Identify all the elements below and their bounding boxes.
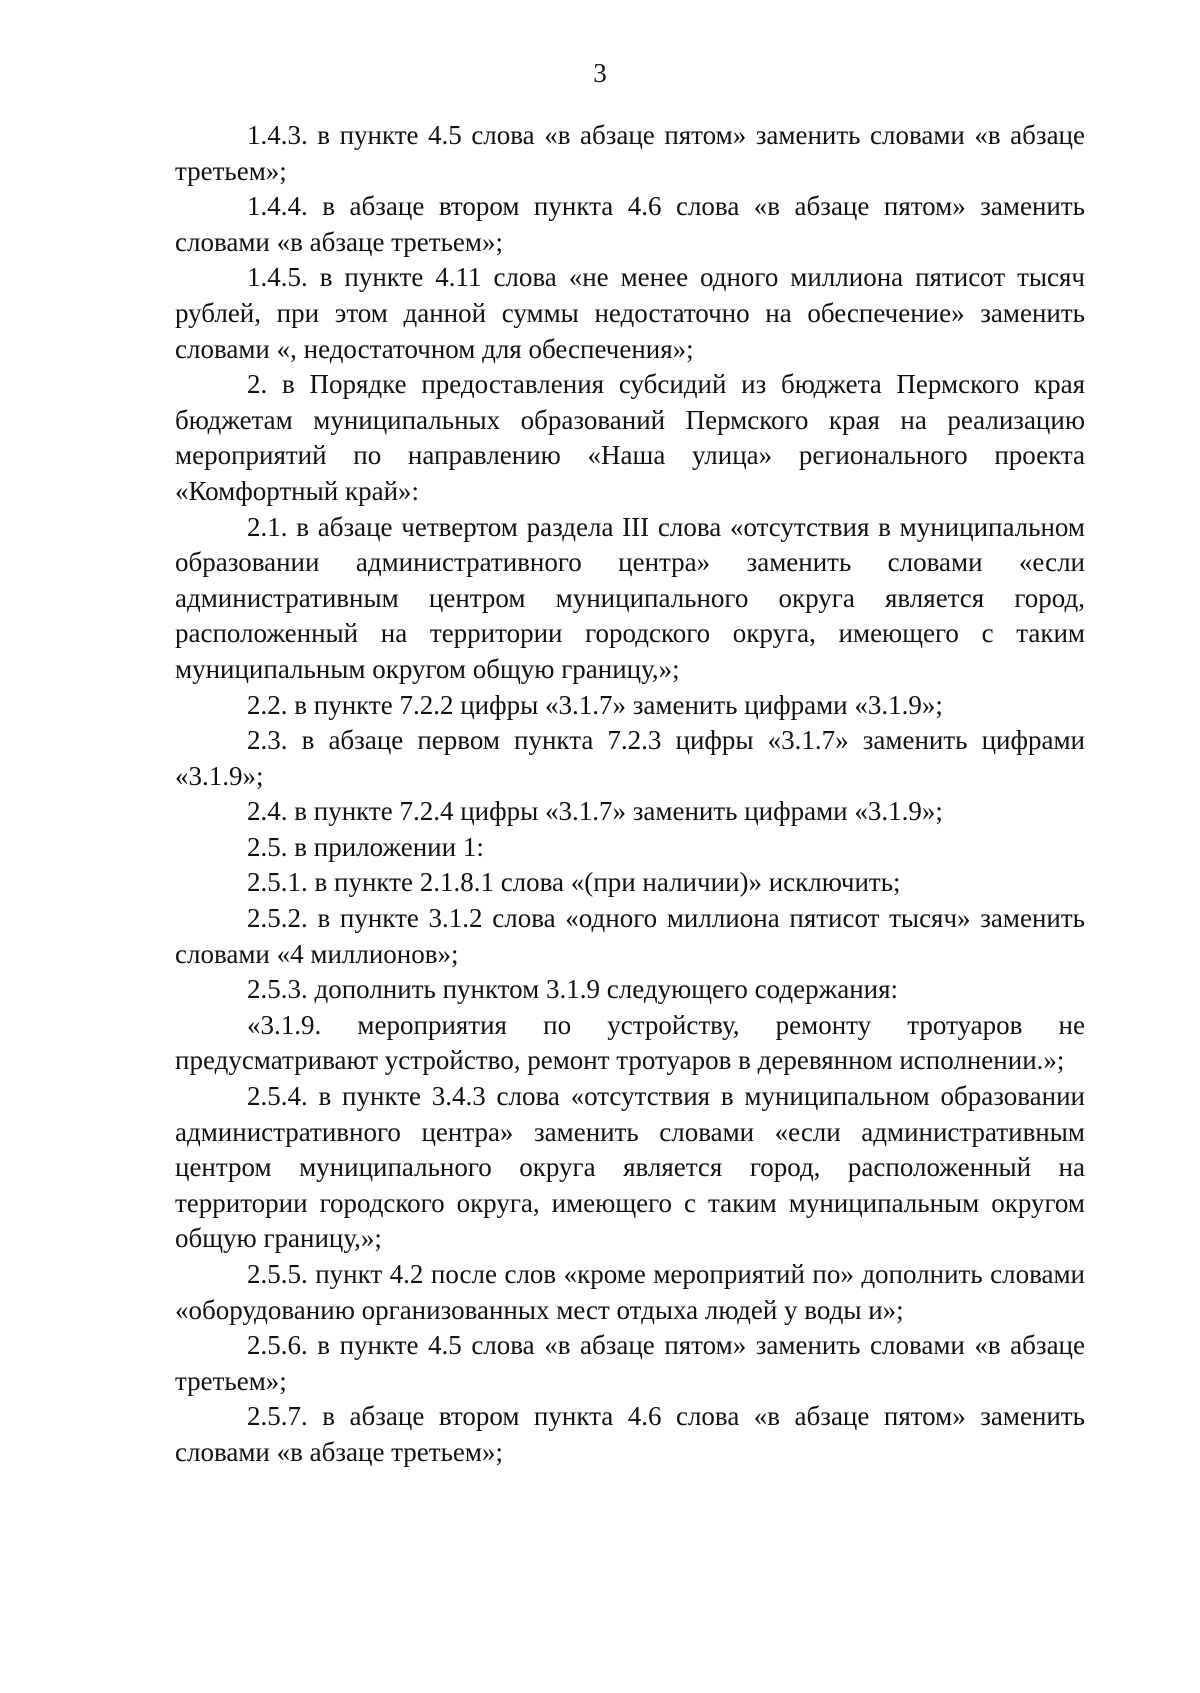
paragraph-2-3: 2.3. в абзаце первом пункта 7.2.3 цифры «3.1.7» заменить цифрами «3.1.9»;: [175, 725, 1085, 791]
paragraph-2-5: 2.5. в приложении 1:: [247, 831, 484, 862]
document-body: [175, 118, 1085, 1471]
paragraph-2-2: 2.2. в пункте 7.2.2 цифры «3.1.7» заменить цифрами «3.1.9»;: [247, 689, 943, 720]
paragraph-2-5-6: 2.5.6. в пункте 4.5 слова «в абзаце пятом» заменить словами «в абзаце третьем»;: [175, 1330, 1085, 1396]
paragraph-1-4-5: 1.4.5. в пункте 4.11 слова «не менее одного миллиона пятисот тысяч рублей, при этом данной суммы недостаточно на обеспечение» заменить словами «, недостаточном для обеспечения»;: [175, 262, 1085, 364]
paragraph-2-5-2: 2.5.2. в пункте 3.1.2 слова «одного миллиона пятисот тысяч» заменить словами «4 миллионов»;: [175, 903, 1085, 969]
paragraph-2-5-5: 2.5.5. пункт 4.2 после слов «кроме мероприятий по» дополнить словами «оборудованию организованных мест отдыха людей у воды и»;: [175, 1259, 1085, 1325]
page-number: 3: [593, 58, 607, 88]
paragraph-2-4: 2.4. в пункте 7.2.4 цифры «3.1.7» заменить цифрами «3.1.9»;: [247, 796, 943, 827]
paragraph-2-5-3: 2.5.3. дополнить пунктом 3.1.9 следующего содержания:: [247, 974, 899, 1005]
paragraph-2-5-1: 2.5.1. в пункте 2.1.8.1 слова «(при наличии)» исключить;: [247, 867, 901, 898]
paragraph-2-5-4: 2.5.4. в пункте 3.4.3 слова «отсутствия в муниципальном образовании административного центра» заменить словами «если административным центром муниципального округа является город, расположенный на территории городского округа, имеющего с таким муниципальным округом общую границу,»;: [175, 1081, 1085, 1254]
paragraph-1-4-4: 1.4.4. в абзаце втором пункта 4.6 слова «в абзаце пятом» заменить словами «в абзаце третьем»;: [175, 191, 1085, 257]
paragraph-1-4-3: 1.4.3. в пункте 4.5 слова «в абзаце пятом» заменить словами «в абзаце третьем»;: [175, 120, 1085, 186]
paragraph-3-1-9-quote: «3.1.9. мероприятия по устройству, ремонту тротуаров не предусматривают устройство, ремонт тротуаров в деревянном исполнении.»;: [175, 1009, 1085, 1076]
paragraph-2-1: 2.1. в абзаце четвертом раздела III слова «отсутствия в муниципальном образовании административного центра» заменить словами «если административным центром муниципального округа является город, расположенный на территории городского округа, имеющего с таким муниципальным округом общую границу,»;: [175, 511, 1085, 684]
paragraph-2-5-7: 2.5.7. в абзаце втором пункта 4.6 слова «в абзаце пятом» заменить словами «в абзаце третьем»;: [175, 1401, 1085, 1467]
paragraph-2: 2. в Порядке предоставления субсидий из бюджета Пермского края бюджетам муниципальных образований Пермского края на реализацию мероприятий по направлению «Наша улица» регионального проекта «Комфортный край»:: [175, 369, 1085, 506]
